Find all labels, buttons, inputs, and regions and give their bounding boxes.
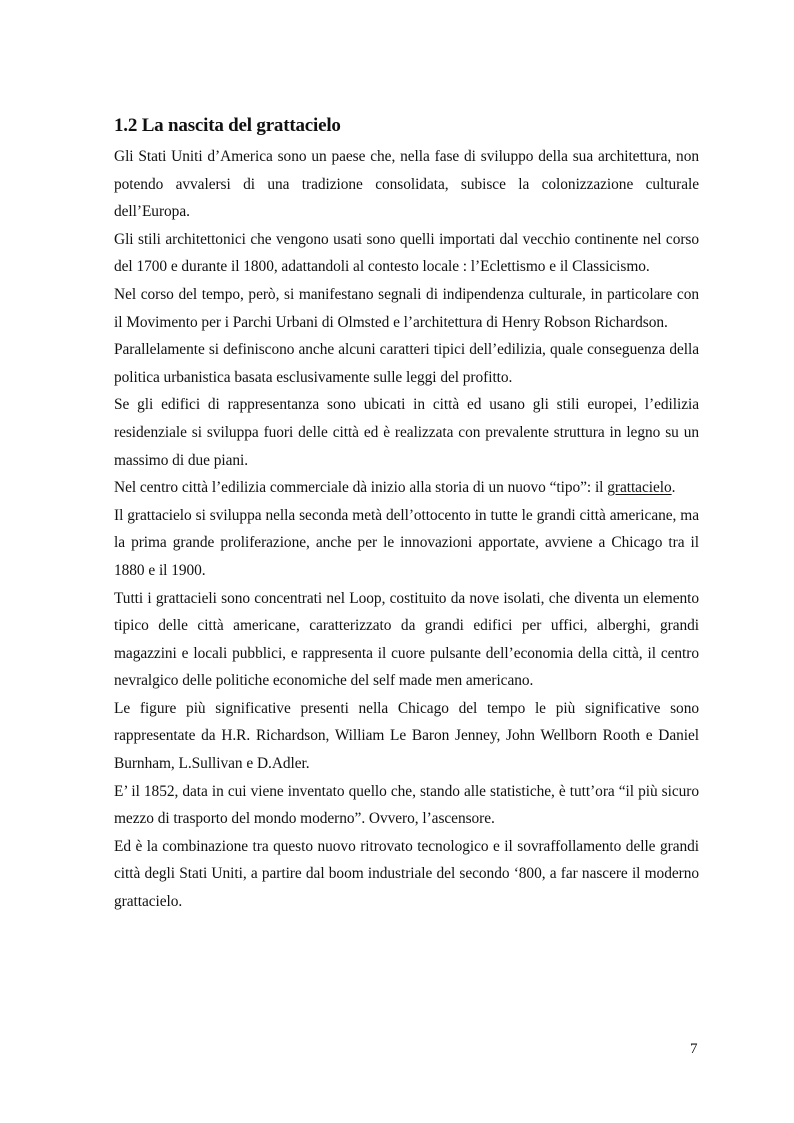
paragraph-text: Nel centro città l’edilizia commerciale dà inizio alla storia di un nuovo “tipo”: il xyxy=(114,479,608,497)
paragraph: Tutti i grattacieli sono concentrati nel Loop, costituito da nove isolati, che diventa un elemento tipico delle città americane, caratterizzato da grandi edifici per uffici, alberghi, grandi magazzini e locali pubblici, e rappresenta il cuore pulsante dell’economia della città, il centro nevralgico delle politiche economiche del self made men americano. xyxy=(114,589,699,690)
paragraph-grattacielo xyxy=(114,474,699,502)
paragraph: Parallelamente si definiscono anche alcuni caratteri tipici dell’edilizia, quale conseguenza della politica urbanistica basata esclusivamente sulle leggi del profitto. xyxy=(114,341,699,386)
paragraph: Il grattacielo si sviluppa nella seconda metà dell’ottocento in tutte le grandi città americane, ma la prima grande proliferazione, anche per le innovazioni apportate, avviene a Chicago tra il 1880 e il 1900. xyxy=(114,506,699,579)
document-page xyxy=(114,113,699,916)
paragraph-text: . xyxy=(671,479,676,497)
underlined-term: grattacielo xyxy=(607,479,672,497)
paragraph: Nel corso del tempo, però, si manifestano segnali di indipendenza culturale, in particolare con il Movimento per i Parchi Urbani di Olmsted e l’architettura di Henry Robson Richardson. xyxy=(114,285,699,331)
paragraph: Le figure più significative presenti nella Chicago del tempo le più significative sono rappresentate da H.R. Richardson, William Le Baron Jenney, John Wellborn Rooth e Daniel Burnham, L.Sullivan e D.Adler. xyxy=(114,699,699,773)
paragraph: Gli stili architettonici che vengono usati sono quelli importati dal vecchio continente nel corso del 1700 e durante il 1800, adattandoli al contesto locale : l’Eclettismo e il Classicismo. xyxy=(114,230,699,276)
paragraph: E’ il 1852, data in cui viene inventato quello che, stando alle statistiche, è tutt’ora “il più sicuro mezzo di trasporto del mondo moderno”. Ovvero, l’ascensore. xyxy=(114,782,699,828)
paragraph: Ed è la combinazione tra questo nuovo ritrovato tecnologico e il sovraffollamento delle grandi città degli Stati Uniti, a partire dal boom industriale del secondo ‘800, a far nascere il moderno grattacielo. xyxy=(114,837,699,911)
page-number: 7 xyxy=(690,1041,698,1057)
paragraph: Se gli edifici di rappresentanza sono ubicati in città ed usano gli stili europei, l’edilizia residenziale si sviluppa fuori delle città ed è realizzata con prevalente struttura in legno su un massimo di due piani. xyxy=(114,396,699,469)
section-heading: 1.2 La nascita del grattacielo xyxy=(114,115,341,136)
paragraph: Gli Stati Uniti d’America sono un paese che, nella fase di sviluppo della sua architettura, non potendo avvalersi di una tradizione consolidata, subisce la colonizzazione culturale dell’Europa. xyxy=(114,148,699,221)
